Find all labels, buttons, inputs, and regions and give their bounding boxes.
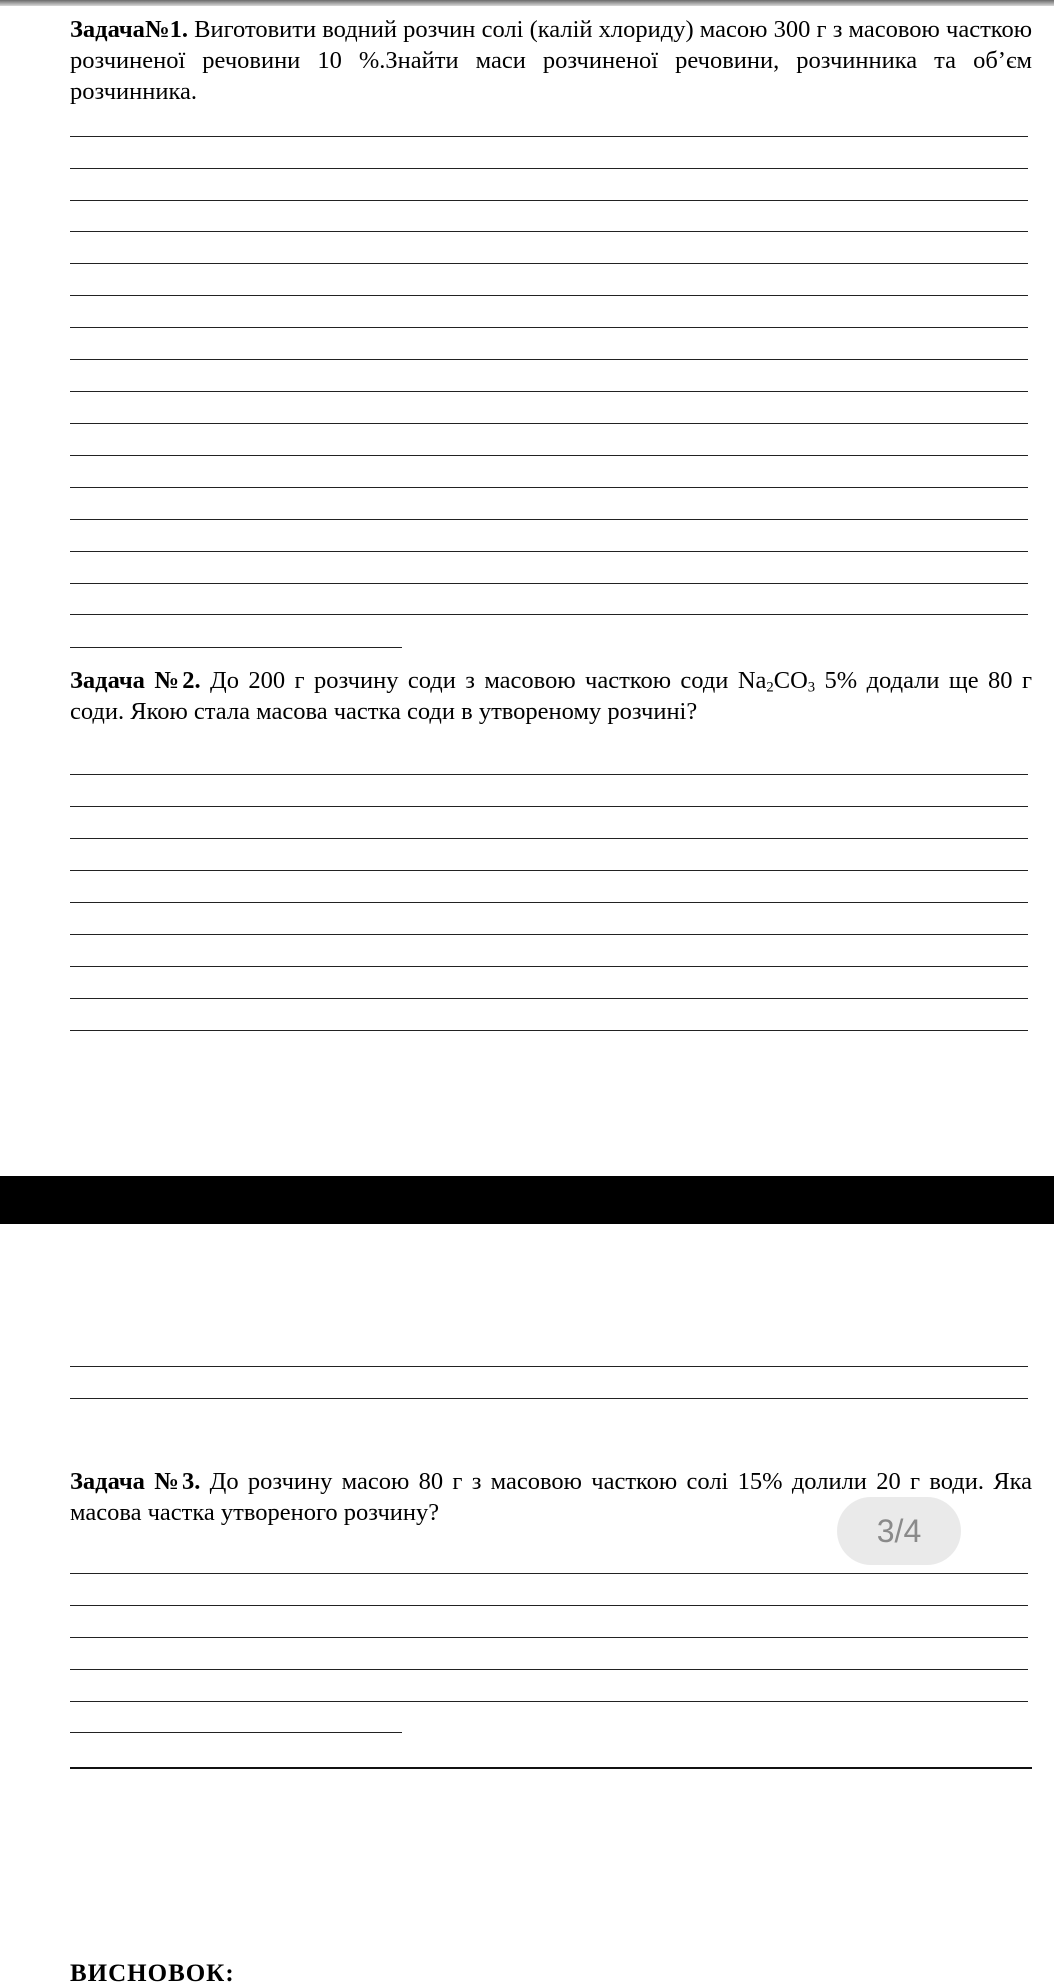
answer-line bbox=[70, 136, 1028, 137]
answer-line-short bbox=[70, 1732, 402, 1733]
answer-line bbox=[70, 1366, 1028, 1367]
answer-line bbox=[70, 551, 1028, 552]
task-2 bbox=[70, 665, 1032, 727]
answer-line bbox=[70, 1637, 1028, 1638]
answer-line bbox=[70, 838, 1028, 839]
answer-line bbox=[70, 1701, 1028, 1702]
answer-line bbox=[70, 614, 1028, 615]
formula-part: CO bbox=[773, 667, 808, 694]
task-2-text: До 200 г розчину соди з масовою часткою соди Na bbox=[200, 667, 767, 694]
previous-text-fragment bbox=[0, 0, 1054, 6]
answer-line bbox=[70, 423, 1028, 424]
answer-line bbox=[70, 902, 1028, 903]
answer-line bbox=[70, 998, 1028, 999]
answer-line bbox=[70, 455, 1028, 456]
subscript-2: 2 bbox=[766, 679, 774, 696]
answer-line bbox=[70, 934, 1028, 935]
answer-line bbox=[70, 295, 1028, 296]
answer-line bbox=[70, 168, 1028, 169]
answer-line bbox=[70, 774, 1028, 775]
answer-line bbox=[70, 359, 1028, 360]
task-3-text: До розчину масою 80 г з масовою часткою солі 15% долили 20 г води. Яка масова частка утвореного розчину? bbox=[70, 1468, 1033, 1526]
answer-line bbox=[70, 263, 1028, 264]
answer-line bbox=[70, 1573, 1028, 1574]
answer-line bbox=[70, 806, 1028, 807]
answer-line-short bbox=[70, 647, 402, 648]
task-2-label: Задача №2. bbox=[70, 667, 201, 694]
page-indicator: 3/4 bbox=[837, 1497, 961, 1565]
answer-line bbox=[70, 231, 1028, 232]
answer-line bbox=[70, 391, 1028, 392]
answer-line bbox=[70, 870, 1028, 871]
task-3-label: Задача №3. bbox=[70, 1468, 201, 1495]
task-1-text: Виготовити водний розчин солі (калій хлориду) масою 300 г з масовою часткою розчиненої речовини 10 %.Знайти маси розчиненої речовини, розчинника та об’єм розчинника. bbox=[70, 16, 1032, 105]
answer-line bbox=[70, 1398, 1028, 1399]
answer-line bbox=[70, 583, 1028, 584]
separator-line bbox=[70, 1767, 1032, 1769]
page-break bbox=[0, 1176, 1054, 1224]
answer-line bbox=[70, 519, 1028, 520]
answer-line bbox=[70, 487, 1028, 488]
task-2-text-end: 5% додали ще 80 г соди. Якою стала масова частка соди в утвореному розчині? bbox=[70, 667, 1032, 725]
answer-line bbox=[70, 327, 1028, 328]
subscript-3: 3 bbox=[807, 679, 816, 696]
answer-line bbox=[70, 200, 1028, 201]
answer-line bbox=[70, 1669, 1028, 1670]
answer-line bbox=[70, 1030, 1028, 1031]
task-1-label: Задача№1. bbox=[70, 16, 188, 43]
task-1 bbox=[70, 14, 1032, 107]
answer-line bbox=[70, 966, 1028, 967]
answer-line bbox=[70, 1605, 1028, 1606]
conclusion-heading: ВИСНОВОК: bbox=[70, 1960, 235, 1987]
document-page-4 bbox=[0, 1224, 1054, 1984]
